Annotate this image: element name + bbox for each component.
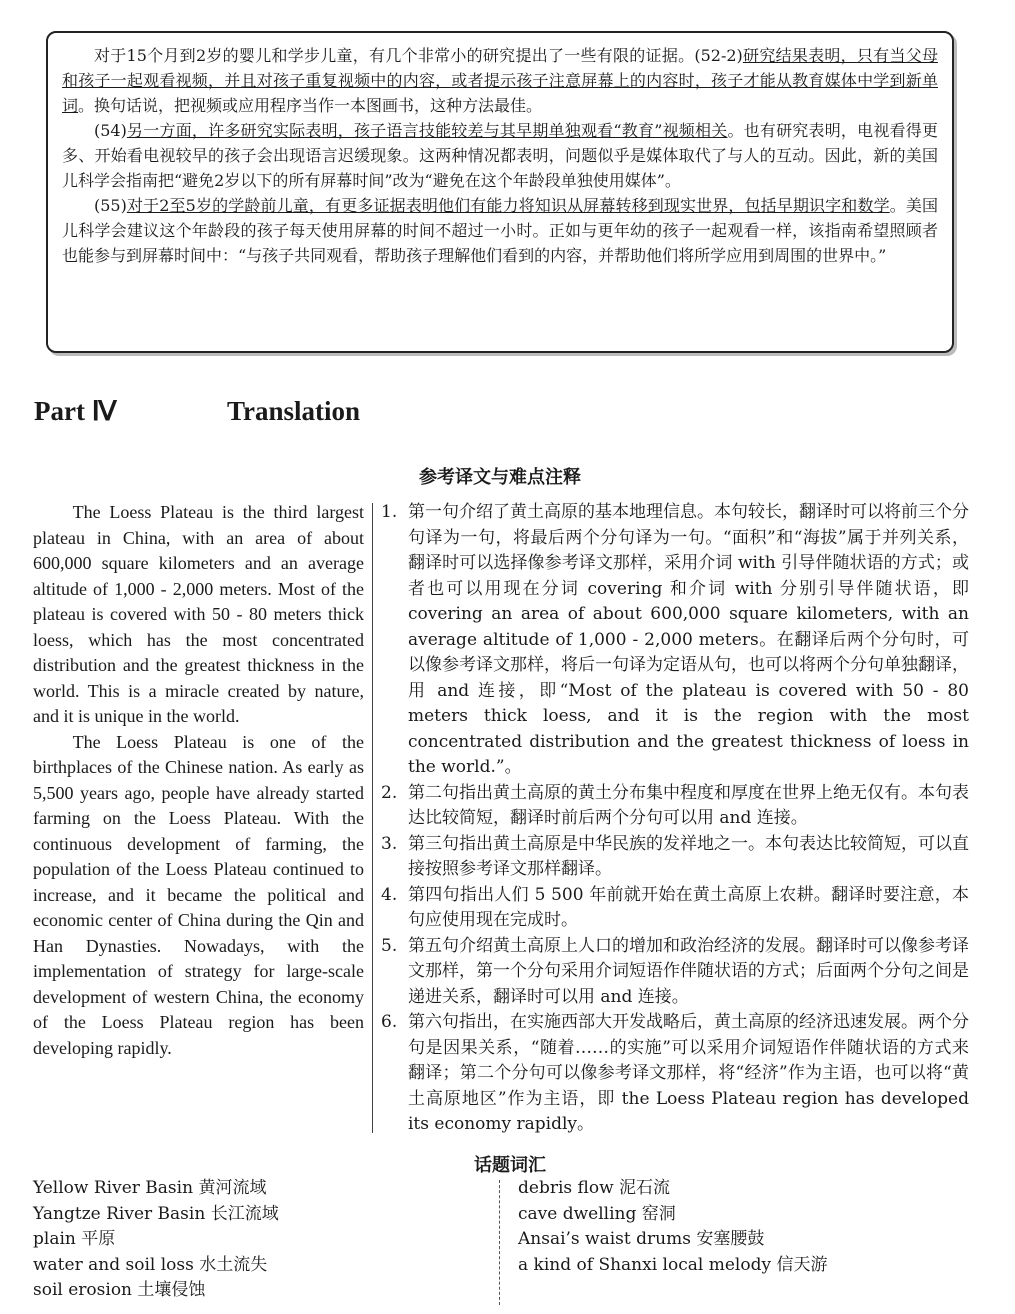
box-text: 。换句话说，把视频或应用程序当作一本图画书，这种方法最佳。 [78, 96, 543, 115]
vocabulary-item: Yangtze River Basin 长江流域 [33, 1203, 279, 1224]
vocabulary-right-column [518, 1176, 978, 1278]
vocabulary-item: water and soil loss 水土流失 [33, 1254, 268, 1275]
note-text: 第六句指出，在实施西部大开发战略后，黄土高原的经济迅速发展。两个分句是因果关系，“随着……的实施”可以采用介词短语作伴随状语的方式来翻译；第二个分句可以像参考译文那样，将“经济”作为主语，也可以将“黄土高原地区”作为主语，即 the Loess Plateau region has developed its economy rapidly。 [408, 1012, 969, 1134]
box-underlined-text: 研究结果表明，只有当父母和孩子一起观看视频，并且对孩子重复视频中的内容，或者提示孩子注意屏幕上的内容时，孩子才能从教育媒体中学到新单词 [62, 46, 938, 115]
note-text: 第三句指出黄土高原是中华民族的发祥地之一。本句表达比较简短，可以直接按照参考译文那样翻译。 [408, 833, 969, 879]
column-divider [372, 503, 373, 1133]
box-paragraph-1 [62, 43, 938, 118]
box-text: (55) [94, 196, 127, 215]
note-number: 1. [381, 502, 398, 522]
reference-title: 参考译文与难点注释 [419, 467, 581, 488]
box-underlined-text: 另一方面，许多研究实际表明，孩子语言技能较差与其早期单独观看“教育”视频相关 [126, 121, 728, 140]
part-heading [34, 396, 434, 436]
box-paragraph-2 [62, 118, 938, 193]
note-text: 第五句介绍黄土高原上人口的增加和政治经济的发展。翻译时可以像参考译文那样，第一个分句采用介词短语作伴随状语的方式；后面两个分句之间是递进关系，翻译时可以用 and 连接。 [408, 935, 969, 1007]
vocabulary-divider [499, 1180, 500, 1305]
note-number: 3. [381, 833, 398, 854]
note-text: 第二句指出黄土高原的黄土分布集中程度和厚度在世界上绝无仅有。本句表达比较简短，翻译时前后两个分句可以用 and 连接。 [408, 782, 969, 828]
note-text: 第四句指出人们 5 500 年前就开始在黄土高原上农耕。翻译时要注意，本句应使用现在完成时。 [408, 884, 969, 930]
note-number: 4. [381, 884, 398, 905]
vocabulary-title: 话题词汇 [474, 1155, 546, 1176]
note-number: 6. [381, 1012, 398, 1032]
part-title: Translation [227, 396, 361, 426]
note-text: 第一句介绍了黄土高原的基本地理信息。本句较长，翻译时可以将前三个分句译为一句，将最后两个分句译为一句。“面积”和“海拔”属于并列关系，翻译时可以选择像参考译文那样，采用介词 with 引导伴随状语的方式；或者也可以用现在分词 covering 和介词 with 分别引导伴随状语，即 covering an area of about 600,000 square kilometers, with an average altitude of 1,000 - 2,000 meters。在翻译后两个分句时，可以像参考译文那样，将后一句译为定语从句，也可以将两个分句单独翻译，用 and 连接，即“Most of the plateau is covered with 50 - 80 meters thick loess, and it is the region with the most concentrated distribution and the greatest thickness of loess in the world.”。 [408, 502, 969, 777]
vocabulary-item: debris flow 泥石流 [518, 1178, 671, 1198]
note-item [381, 1010, 969, 1138]
box-text: (54) [94, 121, 127, 140]
vocabulary-item: Yellow River Basin 黄河流域 [33, 1178, 267, 1198]
vocabulary-item: soil erosion 土壤侵蚀 [33, 1280, 206, 1300]
reading-translation-box [46, 31, 954, 353]
note-item [381, 883, 969, 934]
vocabulary-item: Ansai’s waist drums 安塞腰鼓 [518, 1229, 765, 1249]
notes-list [381, 500, 969, 1138]
note-item [381, 500, 969, 781]
note-number: 5. [381, 935, 398, 956]
vocabulary-left-column [33, 1176, 473, 1304]
note-item [381, 781, 969, 832]
box-text: 对于15个月到2岁的婴儿和学步儿童，有几个非常小的研究提出了一些有限的证据。(52-2) [94, 46, 743, 65]
translation-paragraph-1: The Loess Plateau is the third largest plateau in China, with an area of about 600,000 square kilometers and an average altitude of 1,000 - 2,000 meters. Most of the plateau is covered with 50 - 80 meters thick loess, which has the most concentrated distribution and the greatest thickness in the world. This is a miracle created by nature, and it is unique in the world. [33, 502, 364, 726]
box-text: 。美国儿科学会建议这个年龄段的孩子每天使用屏幕的时间不超过一小时。正如与更年幼的孩子一起观看一样，该指南希望照顾者也能参与到屏幕时间中：“与孩子共同观看，帮助孩子理解他们看到的内容，并帮助他们将所学应用到周围的世界中。” [62, 196, 938, 265]
note-item [381, 832, 969, 883]
translation-text [33, 500, 364, 1061]
note-item [381, 934, 969, 1011]
vocabulary-item: cave dwelling 窑洞 [518, 1203, 676, 1224]
note-number: 2. [381, 782, 398, 803]
box-text: 。也有研究表明，电视看得更多、开始看电视较早的孩子会出现语言迟缓现象。这两种情况都表明，问题似乎是媒体取代了与人的互动。因此，新的美国儿科学会指南把“避免2岁以下的所有屏幕时间”改为“避免在这个年龄段单独使用媒体”。 [62, 121, 938, 190]
translation-paragraph-2: The Loess Plateau is one of the birthplaces of the Chinese nation. As early as 5,500 years ago, people have already started farming on the Loess Plateau. With the continuous development of farming, the population of the Loess Plateau continued to increase, and it became the political and economic center of China during the Qin and Han Dynasties. Nowadays, with the implementation of strategy for large-scale development of western China, the economy of the Loess Plateau region has been developing rapidly. [33, 731, 364, 1058]
part-label: Part Ⅳ [34, 396, 117, 426]
box-paragraph-3 [62, 193, 938, 268]
vocabulary-item: plain 平原 [33, 1229, 116, 1249]
box-underlined-text: 对于2至5岁的学龄前儿童，有更多证据表明他们有能力将知识从屏幕转移到现实世界，包括早期识字和数学 [126, 196, 890, 215]
vocabulary-item: a kind of Shanxi local melody 信天游 [518, 1254, 828, 1275]
